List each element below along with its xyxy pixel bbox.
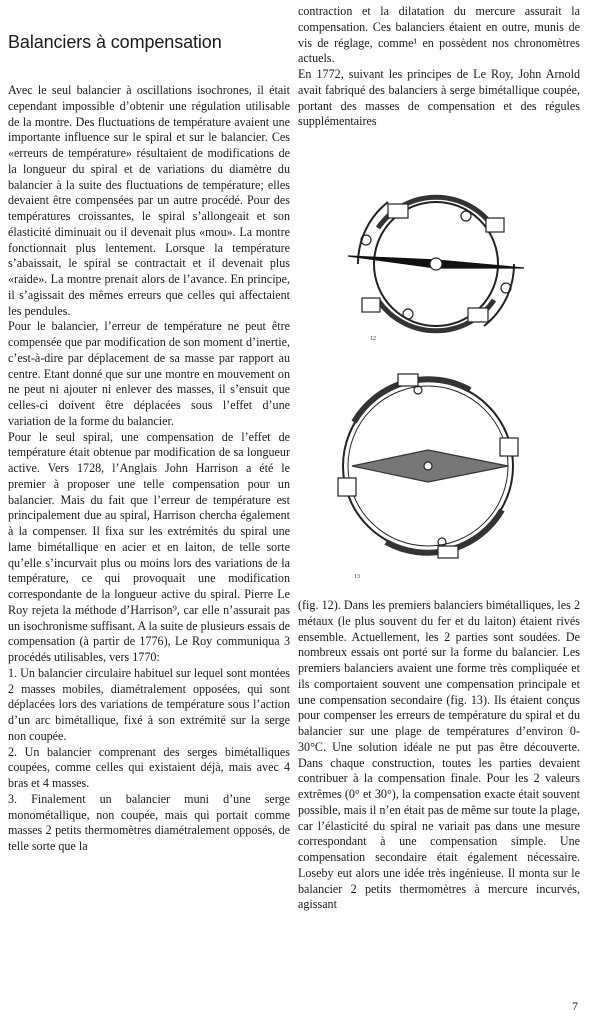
page-title: Balanciers à compensation: [8, 32, 222, 52]
paragraph: Pour le balancier, l’erreur de température ne peut être compensée que par modification de son moment d’inertie, c’est-à-dire par déplacement de sa masse par rapport au centre. Etant donné que sur une montre en mouvement on ne peut ni ajouter ni enlever des masses, il s’ensuit que celles-ci doivent être déplacées sous l’effet d’une variation de la forme du balancier.: [8, 319, 290, 428]
balance-illustration: [318, 168, 548, 588]
list-item: 2. Un balancier comprenant des serges bimétalliques coupées, comme celles qui existaient déjà, mais avec 4 bras et 4 masses.: [8, 744, 290, 790]
list-item: 1. Un balancier circulaire habituel sur lequel sont montées 2 masses mobiles, diamétralement opposées, qui sont déplacées lors des variations de température sous l’action d’un arc bimétallique, fixé à son extrémité sur la serge non coupée.: [8, 665, 290, 743]
figure-12-label: 12: [370, 336, 376, 342]
paragraph: Pour le seul spiral, une compensation de l’effet de température était obtenue par modification de sa longueur active. Vers 1728, l’Anglais John Harrison a été le premier à proposer une telle compensation pour un balancier. Mais du fait que l’erreur de température est principalement due au spiral, Harrison chercha également à la compenser. Il fixa sur les extrémités du spiral une lame bimétallique en acier et en laiton, de telle sorte qu’elle s’incurvait plus ou moins lors des variations de la température, ce qui provoquait une modification correspondante de la longueur active du spiral. Pierre Le Roy rejeta la méthode d’Harrison⁹, car elle n’assurait pas un isochronisme suffisant. A la suite de plusieurs essais de compensation (à partir de 1776), Le Roy communiqua 3 procédés utilisables, vers 1770:: [8, 429, 290, 664]
figure-13-label: 13: [354, 574, 360, 580]
paragraph: Avec le seul balancier à oscillations isochrones, il était cependant impossible d’obtenir une régulation utilisable de la montre. Des fluctuations de température avaient une importante influence sur le spiral et sur le balancier. Ces «erreurs de température» résultaient de modifications de la longueur du spiral et de variations du diamètre du balancier à la suite des fluctuations de température; elles devaient être compensées par un autre procédé. Pour des températures croissantes, le spiral s’allongeait et son élasticité diminuait ou il devenait plus «mou». La montre fonctionnait plus lentement. Lorsque la température s’abaissait, le spiral se contractait et il devenait plus «raide». La montre prenait alors de l’avance. En principe, il s’agissait des mêmes erreurs que celles qui affectaient les pendules.: [8, 83, 290, 318]
paragraph: (fig. 12). Dans les premiers balanciers bimétalliques, les 2 métaux (le plus souvent du fer et du laiton) étaient rivés ensemble. Actuellement, les 2 parties sont soudées. De nombreux essais ont porté sur la forme du balancier. Les premiers balanciers avaient une forme très compliquée et ils comportaient souvent une compensation principale et une compensation secondaire (fig. 13). Ils étaient conçus pour compenser les erreurs de température du spiral et du balancier sur une plage de températures d’environ 0-30°C. Une solution idéale ne put pas être découverte. Dans chaque construction, toutes les parties devaient contribuer à la compensation finale. Pour les 2 valeurs extrêmes (0° et 30°), la compensation exacte était souvent possible, mais il n’en était pas de même sur toute la plage, car l’élasticité du spiral ne variait pas dans une mesure correspondant à une compensation simple. Une compensation secondaire était également nécessaire. Loseby eut alors une idée très ingénieuse. Il monta sur le balancier 2 petits thermomètres à mercure incurvés, agissant: [298, 598, 580, 912]
figure-13-balance: [338, 374, 518, 558]
left-column: [8, 83, 290, 855]
figure-12-balance: [348, 197, 524, 331]
page-number: 7: [572, 999, 578, 1013]
right-column-bottom: [298, 598, 580, 913]
list-item: 3. Finalement un balancier muni d’une serge monométallique, non coupée, mais qui portait comme masses 2 petits thermomètres diamétralement opposés, de telle sorte que la: [8, 791, 290, 853]
paragraph: En 1772, suivant les principes de Le Roy, John Arnold avait fabriqué des balanciers à serge bimétallique coupée, portant des masses de compensation et des régules supplémentaires: [298, 67, 580, 129]
right-column-top: [298, 4, 580, 130]
paragraph: contraction et la dilatation du mercure assurait la compensation. Ces balanciers étaient en outre, munis de vis de réglage, comme¹ en possèdent nos chronomètres actuels.: [298, 4, 580, 66]
figure-illustrations: [318, 168, 548, 588]
